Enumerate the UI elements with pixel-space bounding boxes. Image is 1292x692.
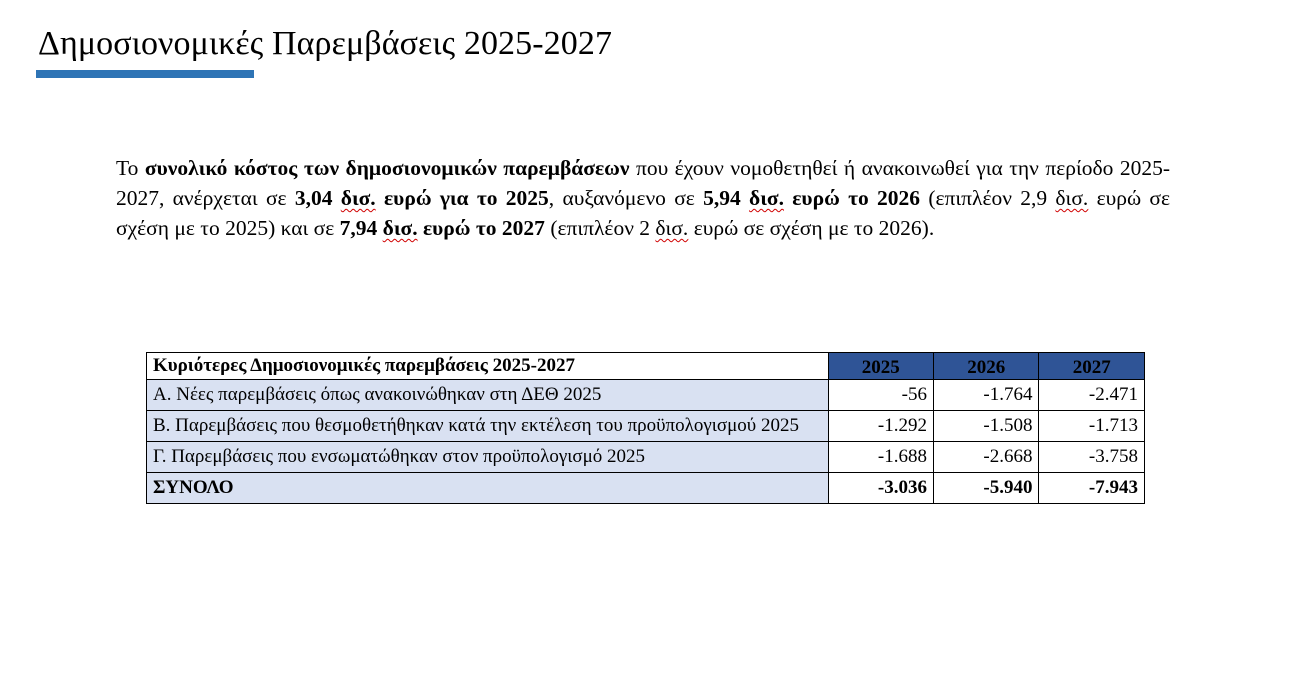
summary-paragraph — [116, 153, 1170, 243]
row-value: -56 — [828, 380, 933, 411]
row-label: Γ. Παρεμβάσεις που ενσωματώθηκαν στον προϋπολογισμό 2025 — [147, 442, 829, 473]
summary-text: (επιπλέον 2,9 δισ. ευρώ σε σχέση με το 2025) και σε — [116, 186, 1171, 240]
page-title: Δημοσιονομικές Παρεμβάσεις 2025-2027 — [38, 25, 613, 62]
spellcheck-underline: δισ. — [749, 186, 784, 210]
row-value: -1.292 — [828, 411, 933, 442]
summary-emphasis: 7,94 δισ. ευρώ το 2027 — [339, 216, 545, 240]
spellcheck-underline: δισ. — [655, 216, 689, 240]
total-value: -3.036 — [828, 473, 933, 504]
row-value: -1.713 — [1039, 411, 1145, 442]
year-header-2027: 2027 — [1039, 353, 1145, 380]
spellcheck-underline: δισ. — [340, 186, 376, 210]
interventions-table — [146, 352, 1145, 504]
table-total-row — [147, 473, 1145, 504]
row-value: -1.688 — [828, 442, 933, 473]
spellcheck-underline: δισ. — [382, 216, 418, 240]
total-value: -7.943 — [1039, 473, 1145, 504]
summary-text: , αυξανόμενο σε — [548, 186, 704, 210]
summary-text: (επιπλέον 2 δισ. ευρώ σε σχέση με το 2026). — [544, 216, 935, 240]
summary-emphasis: συνολικό κόστος των δημοσιονομικών παρεμβάσεων — [144, 156, 630, 180]
table-row — [147, 442, 1145, 473]
row-value: -1.764 — [933, 380, 1038, 411]
total-label: ΣΥΝΟΛΟ — [147, 473, 829, 504]
table-row — [147, 380, 1145, 411]
total-value: -5.940 — [933, 473, 1038, 504]
summary-text: που έχουν νομοθετηθεί ή ανακοινωθεί για την περίοδο 2025-2027, ανέρχεται σε — [116, 156, 1171, 210]
summary-emphasis: 3,04 δισ. ευρώ για το 2025 — [294, 186, 549, 210]
summary-emphasis: 5,94 δισ. ευρώ το 2026 — [703, 186, 921, 210]
row-value: -2.471 — [1039, 380, 1145, 411]
year-header-2025: 2025 — [828, 353, 933, 380]
spellcheck-underline: δισ. — [1055, 186, 1089, 210]
table-header-row — [147, 353, 1145, 380]
row-value: -2.668 — [933, 442, 1038, 473]
table-header-label: Κυριότερες Δημοσιονομικές παρεμβάσεις 2025-2027 — [147, 353, 829, 380]
summary-text: Το — [116, 156, 145, 180]
row-label: Β. Παρεμβάσεις που θεσμοθετήθηκαν κατά την εκτέλεση του προϋπολογισμού 2025 — [147, 411, 829, 442]
year-header-2026: 2026 — [933, 353, 1038, 380]
row-label: Α. Νέες παρεμβάσεις όπως ανακοινώθηκαν στη ΔΕΘ 2025 — [147, 380, 829, 411]
row-value: -1.508 — [933, 411, 1038, 442]
table-row — [147, 411, 1145, 442]
title-accent-bar — [36, 70, 254, 78]
row-value: -3.758 — [1039, 442, 1145, 473]
